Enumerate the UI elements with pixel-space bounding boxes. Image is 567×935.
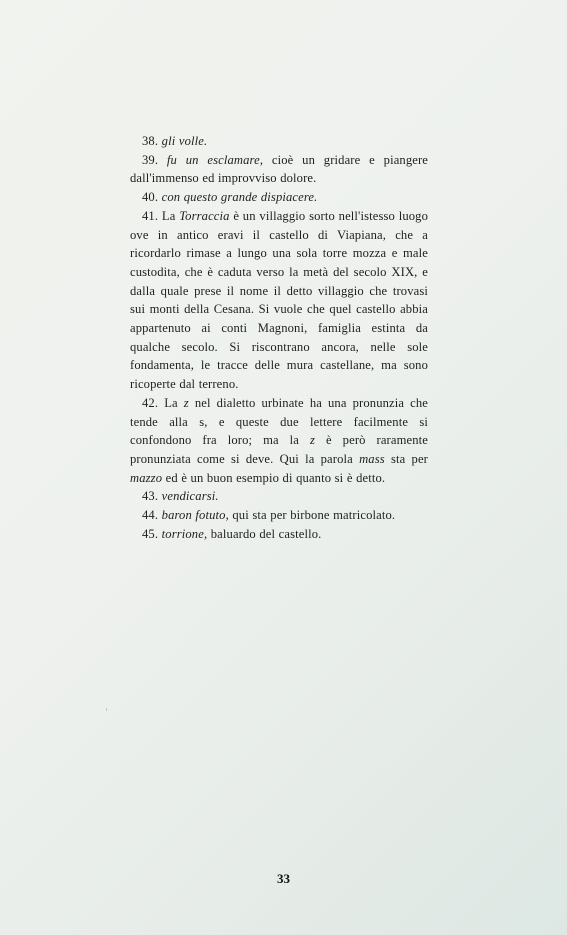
note-39 xyxy=(130,151,428,188)
note-text: La xyxy=(164,395,184,410)
note-number: 39. xyxy=(142,152,159,167)
note-text-italic: mazzo xyxy=(130,470,163,485)
note-text-italic: mass xyxy=(359,451,385,466)
note-text-italic: vendicarsi. xyxy=(161,489,219,504)
note-43 xyxy=(130,487,428,506)
note-text: è un villaggio sorto nell'istesso luogo ove in antico eravi il castello di Viapiana, che a ricordarlo rimase a lungo una sola torre mozza e male custodita, che è caduta verso la metà del secolo XIX, e dalla quale prese il nome il detto villaggio che trovasi sui monti della Cesana. Si vuole che quel castello abbia appartenuto ai conti Magnoni, famiglia estinta da qualche secolo. Si riscontrano ancora, nelle sole fondamenta, le tracce delle mura castellane, ma sono ricoperte dal terreno. xyxy=(130,208,429,392)
note-41 xyxy=(130,207,428,394)
endnotes-list xyxy=(130,132,428,543)
note-text: nel dialetto urbinate ha una pronunzia che tende alla s, e queste due lettere facilmente si confondono fra loro; ma la xyxy=(130,395,429,448)
note-text-italic: Torraccia xyxy=(179,208,230,223)
note-45 xyxy=(130,525,428,544)
note-text-italic: z xyxy=(183,395,189,410)
note-42 xyxy=(130,394,428,488)
note-text: La xyxy=(161,208,180,223)
note-text-italic: torrione, xyxy=(161,526,208,541)
note-44 xyxy=(130,506,428,525)
page-number: 33 xyxy=(277,871,290,886)
note-38 xyxy=(130,132,428,151)
note-text: ed è un buon esempio di quanto si è detto. xyxy=(162,470,386,485)
note-text-italic: fu un esclamare, xyxy=(166,152,264,167)
note-text: sta per xyxy=(384,451,428,466)
note-text-italic: z xyxy=(310,433,316,448)
note-number: 44. xyxy=(142,508,159,523)
note-text: cioè un gridare e piangere dall'immenso ed improvviso dolore. xyxy=(130,152,429,186)
note-number: 40. xyxy=(142,190,159,205)
note-40 xyxy=(130,188,428,207)
note-text-italic: baron fotuto, xyxy=(161,508,229,523)
note-text-italic: gli volle. xyxy=(161,134,208,148)
paper-speck xyxy=(106,708,107,711)
note-text-italic: con questo grande dispiacere. xyxy=(161,190,318,205)
note-number: 38. xyxy=(142,134,159,148)
note-text: è però raramente pronunziata come si deve. Qui la parola xyxy=(130,433,428,466)
note-number: 43. xyxy=(142,489,159,504)
note-text: baluardo del castello. xyxy=(207,526,322,541)
note-number: 42. xyxy=(142,395,159,410)
note-number: 45. xyxy=(142,526,159,541)
note-text: qui sta per birbone matricolato. xyxy=(228,508,396,523)
note-number: 41. xyxy=(142,208,159,223)
